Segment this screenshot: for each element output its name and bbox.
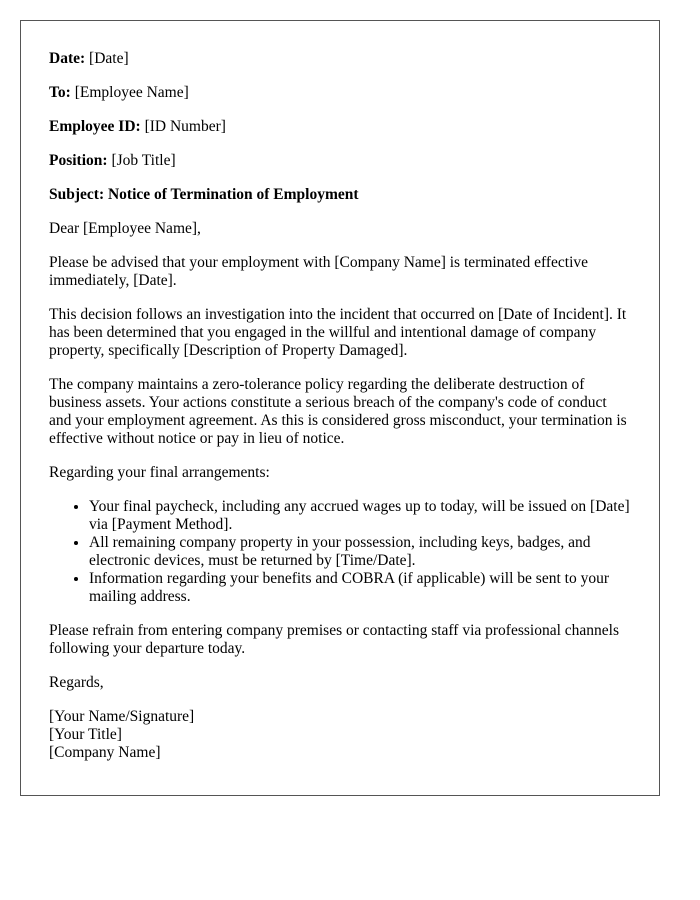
signature-title: [Your Title]: [49, 726, 122, 743]
paragraph-premises-notice: Please refrain from entering company premises or contacting staff via professional channels following your departure today.: [49, 622, 620, 657]
position-field: [49, 152, 631, 170]
list-item: • All remaining company property in your possession, including keys, badges, and electronic devices, must be returned by [Time/Date].: [89, 534, 631, 570]
list-item: • Information regarding your benefits and COBRA (if applicable) will be sent to your mailing address.: [89, 570, 631, 606]
list-item: • Your final paycheck, including any accrued wages up to today, will be issued on [Date] via [Payment Method].: [89, 498, 631, 534]
paragraph-termination-notice: Please be advised that your employment with [Company Name] is terminated effective immediately, [Date].: [49, 254, 589, 289]
position-value: [Job Title]: [111, 152, 176, 169]
signature-name: [Your Name/Signature]: [49, 708, 195, 725]
salutation: Dear [Employee Name],: [49, 220, 201, 237]
employee-id-label: Employee ID:: [49, 118, 141, 135]
paragraph-policy: The company maintains a zero-tolerance policy regarding the deliberate destruction of business assets. Your actions constitute a serious breach of the company's code of conduct and your employment agreement. As this is considered gross misconduct, your termination is effective without notice or pay in lieu of notice.: [49, 376, 627, 447]
regards: Regards,: [49, 674, 104, 691]
subject-line: Subject: Notice of Termination of Employment: [49, 186, 359, 203]
paragraph-arrangements-intro: Regarding your final arrangements:: [49, 464, 270, 481]
position-label: Position:: [49, 152, 108, 169]
date-field: [49, 50, 631, 68]
paragraph-investigation: This decision follows an investigation into the incident that occurred on [Date of Incident]. It has been determined that you engaged in the willful and intentional damage of company property, specifically [Description of Property Damaged].: [49, 306, 627, 359]
signature-company: [Company Name]: [49, 744, 161, 761]
recipient-field: [49, 84, 631, 102]
recipient-value: [Employee Name]: [74, 84, 189, 101]
termination-letter: [20, 20, 660, 796]
employee-id-value: [ID Number]: [144, 118, 226, 135]
employee-id-field: [49, 118, 631, 136]
date-label: Date:: [49, 50, 86, 67]
recipient-label: To:: [49, 84, 71, 101]
signature-block: [49, 708, 631, 762]
date-value: [Date]: [89, 50, 129, 67]
arrangements-list: [49, 498, 631, 606]
